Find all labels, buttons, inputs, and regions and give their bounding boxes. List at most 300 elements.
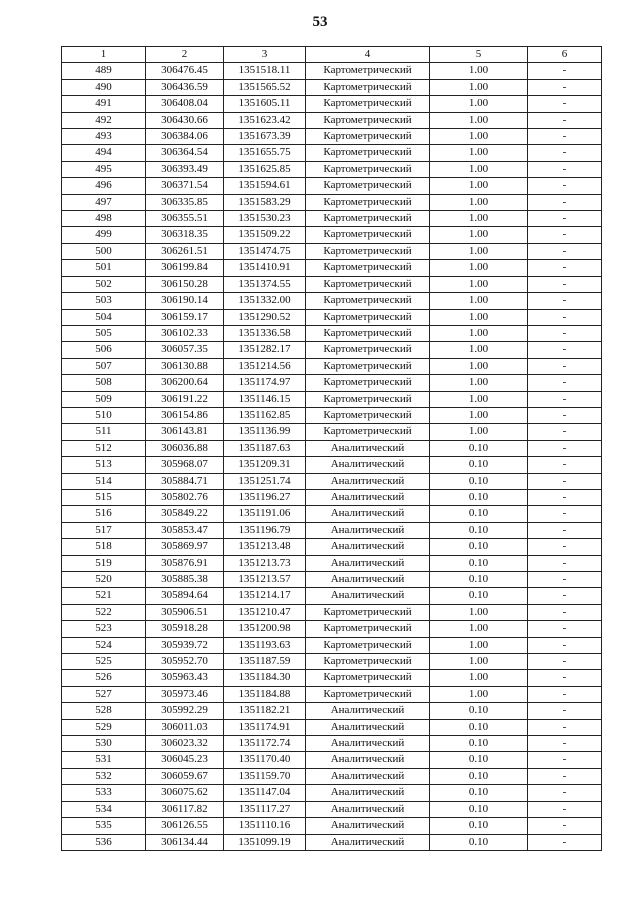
table-row [62,375,602,391]
cell-x: 306408.04 [146,96,224,112]
cell-accuracy: 1.00 [430,145,528,161]
cell-accuracy: 1.00 [430,96,528,112]
cell-point-number: 520 [62,572,146,588]
table-row [62,752,602,768]
cell-description: - [528,227,602,243]
cell-method: Аналитический [306,703,430,719]
cell-accuracy: 0.10 [430,785,528,801]
cell-x: 306200.64 [146,375,224,391]
table-row [62,670,602,686]
cell-description: - [528,489,602,505]
table-header [62,47,602,63]
cell-y: 1351162.85 [224,407,306,423]
cell-point-number: 489 [62,63,146,79]
cell-description: - [528,473,602,489]
cell-accuracy: 0.10 [430,522,528,538]
cell-point-number: 492 [62,112,146,128]
cell-method: Аналитический [306,736,430,752]
cell-point-number: 511 [62,424,146,440]
cell-accuracy: 1.00 [430,112,528,128]
cell-method: Аналитический [306,818,430,834]
cell-x: 306384.06 [146,129,224,145]
cell-description: - [528,818,602,834]
cell-point-number: 491 [62,96,146,112]
cell-accuracy: 1.00 [430,309,528,325]
cell-point-number: 498 [62,211,146,227]
cell-y: 1351214.56 [224,358,306,374]
cell-method: Картометрический [306,391,430,407]
cell-description: - [528,522,602,538]
cell-description: - [528,785,602,801]
cell-method: Картометрический [306,145,430,161]
cell-accuracy: 0.10 [430,768,528,784]
table-row [62,801,602,817]
table-row [62,834,602,850]
cell-x: 306318.35 [146,227,224,243]
table-row [62,654,602,670]
cell-point-number: 529 [62,719,146,735]
cell-point-number: 502 [62,276,146,292]
cell-x: 305802.76 [146,489,224,505]
cell-accuracy: 0.10 [430,555,528,571]
cell-accuracy: 0.10 [430,506,528,522]
cell-description: - [528,736,602,752]
cell-y: 1351147.04 [224,785,306,801]
cell-accuracy: 0.10 [430,473,528,489]
cell-description: - [528,752,602,768]
cell-description: - [528,194,602,210]
cell-accuracy: 0.10 [430,489,528,505]
cell-method: Картометрический [306,79,430,95]
table-row [62,621,602,637]
cell-accuracy: 1.00 [430,211,528,227]
cell-x: 306430.66 [146,112,224,128]
cell-y: 1351623.42 [224,112,306,128]
table-row [62,178,602,194]
cell-accuracy: 1.00 [430,276,528,292]
cell-point-number: 497 [62,194,146,210]
cell-description: - [528,293,602,309]
table-row [62,424,602,440]
cell-point-number: 536 [62,834,146,850]
cell-y: 1351184.30 [224,670,306,686]
cell-description: - [528,243,602,259]
cell-method: Аналитический [306,785,430,801]
cell-accuracy: 1.00 [430,424,528,440]
table-row [62,276,602,292]
cell-x: 306143.81 [146,424,224,440]
cell-description: - [528,457,602,473]
cell-accuracy: 0.10 [430,801,528,817]
cell-y: 1351474.75 [224,243,306,259]
cell-y: 1351184.88 [224,686,306,702]
cell-point-number: 496 [62,178,146,194]
cell-point-number: 517 [62,522,146,538]
cell-point-number: 527 [62,686,146,702]
table-row [62,522,602,538]
cell-accuracy: 0.10 [430,572,528,588]
cell-y: 1351159.70 [224,768,306,784]
cell-y: 1351625.85 [224,161,306,177]
cell-point-number: 528 [62,703,146,719]
cell-y: 1351099.19 [224,834,306,850]
cell-y: 1351214.17 [224,588,306,604]
cell-accuracy: 1.00 [430,63,528,79]
cell-y: 1351187.63 [224,440,306,456]
header-cell-x: 2 [146,47,224,63]
cell-method: Картометрический [306,96,430,112]
cell-description: - [528,96,602,112]
cell-accuracy: 0.10 [430,752,528,768]
cell-method: Картометрический [306,621,430,637]
cell-description: - [528,309,602,325]
cell-y: 1351182.21 [224,703,306,719]
cell-x: 306371.54 [146,178,224,194]
cell-accuracy: 1.00 [430,358,528,374]
cell-method: Картометрический [306,342,430,358]
cell-description: - [528,407,602,423]
cell-accuracy: 1.00 [430,325,528,341]
cell-description: - [528,129,602,145]
cell-description: - [528,670,602,686]
table-row [62,79,602,95]
cell-point-number: 525 [62,654,146,670]
cell-description: - [528,276,602,292]
cell-method: Картометрический [306,686,430,702]
cell-accuracy: 1.00 [430,391,528,407]
header-cell-description: 6 [528,47,602,63]
cell-y: 1351290.52 [224,309,306,325]
cell-accuracy: 0.10 [430,834,528,850]
cell-x: 306436.59 [146,79,224,95]
cell-method: Картометрический [306,129,430,145]
cell-method: Картометрический [306,604,430,620]
cell-x: 306011.03 [146,719,224,735]
cell-point-number: 514 [62,473,146,489]
cell-x: 305849.22 [146,506,224,522]
cell-method: Картометрический [306,375,430,391]
cell-accuracy: 1.00 [430,654,528,670]
cell-y: 1351193.63 [224,637,306,653]
cell-x: 305963.43 [146,670,224,686]
table-row [62,457,602,473]
table-row [62,506,602,522]
cell-accuracy: 1.00 [430,686,528,702]
cell-accuracy: 1.00 [430,161,528,177]
table-row [62,96,602,112]
table-row [62,539,602,555]
cell-method: Картометрический [306,178,430,194]
table-row [62,325,602,341]
cell-point-number: 507 [62,358,146,374]
table-row [62,407,602,423]
cell-point-number: 518 [62,539,146,555]
cell-description: - [528,834,602,850]
cell-method: Картометрический [306,276,430,292]
cell-description: - [528,801,602,817]
cell-y: 1351170.40 [224,752,306,768]
cell-y: 1351200.98 [224,621,306,637]
cell-description: - [528,539,602,555]
cell-x: 305906.51 [146,604,224,620]
cell-method: Аналитический [306,473,430,489]
cell-method: Аналитический [306,752,430,768]
cell-accuracy: 0.10 [430,719,528,735]
cell-point-number: 535 [62,818,146,834]
cell-method: Картометрический [306,424,430,440]
cell-x: 306335.85 [146,194,224,210]
cell-accuracy: 1.00 [430,637,528,653]
cell-x: 305968.07 [146,457,224,473]
cell-description: - [528,63,602,79]
cell-x: 306023.32 [146,736,224,752]
cell-description: - [528,145,602,161]
table-row [62,818,602,834]
cell-y: 1351332.00 [224,293,306,309]
cell-method: Аналитический [306,539,430,555]
cell-description: - [528,342,602,358]
cell-y: 1351336.58 [224,325,306,341]
cell-description: - [528,211,602,227]
table-body [62,63,602,851]
cell-x: 305853.47 [146,522,224,538]
cell-description: - [528,424,602,440]
cell-description: - [528,178,602,194]
table-row [62,785,602,801]
cell-point-number: 519 [62,555,146,571]
cell-accuracy: 0.10 [430,457,528,473]
cell-accuracy: 0.10 [430,588,528,604]
cell-x: 306355.51 [146,211,224,227]
cell-point-number: 501 [62,260,146,276]
cell-x: 306057.35 [146,342,224,358]
cell-method: Картометрический [306,260,430,276]
cell-y: 1351518.11 [224,63,306,79]
table-row [62,572,602,588]
cell-x: 306364.54 [146,145,224,161]
cell-point-number: 495 [62,161,146,177]
cell-y: 1351251.74 [224,473,306,489]
cell-x: 305973.46 [146,686,224,702]
cell-method: Аналитический [306,522,430,538]
cell-accuracy: 0.10 [430,818,528,834]
header-cell-method: 4 [306,47,430,63]
cell-point-number: 515 [62,489,146,505]
cell-description: - [528,703,602,719]
cell-point-number: 499 [62,227,146,243]
cell-description: - [528,604,602,620]
cell-point-number: 510 [62,407,146,423]
page-number: 53 [312,14,328,30]
cell-point-number: 530 [62,736,146,752]
cell-accuracy: 1.00 [430,79,528,95]
cell-accuracy: 1.00 [430,604,528,620]
cell-x: 305894.64 [146,588,224,604]
cell-method: Аналитический [306,834,430,850]
cell-y: 1351146.15 [224,391,306,407]
cell-method: Аналитический [306,768,430,784]
cell-method: Аналитический [306,440,430,456]
cell-y: 1351565.52 [224,79,306,95]
table-row [62,604,602,620]
cell-accuracy: 1.00 [430,227,528,243]
table-row [62,686,602,702]
cell-point-number: 533 [62,785,146,801]
cell-x: 305952.70 [146,654,224,670]
cell-x: 305876.91 [146,555,224,571]
cell-x: 305869.97 [146,539,224,555]
cell-description: - [528,686,602,702]
cell-x: 306045.23 [146,752,224,768]
cell-point-number: 532 [62,768,146,784]
cell-y: 1351191.06 [224,506,306,522]
cell-description: - [528,588,602,604]
cell-description: - [528,112,602,128]
cell-point-number: 503 [62,293,146,309]
cell-method: Картометрический [306,227,430,243]
cell-point-number: 531 [62,752,146,768]
cell-description: - [528,506,602,522]
cell-x: 305992.29 [146,703,224,719]
cell-description: - [528,391,602,407]
cell-y: 1351117.27 [224,801,306,817]
cell-method: Картометрический [306,637,430,653]
cell-x: 305918.28 [146,621,224,637]
cell-y: 1351174.97 [224,375,306,391]
table-row [62,489,602,505]
table-row [62,145,602,161]
cell-accuracy: 0.10 [430,703,528,719]
cell-point-number: 513 [62,457,146,473]
table-row [62,342,602,358]
cell-x: 305885.38 [146,572,224,588]
cell-x: 306130.88 [146,358,224,374]
cell-description: - [528,637,602,653]
cell-method: Аналитический [306,506,430,522]
cell-x: 306075.62 [146,785,224,801]
cell-point-number: 494 [62,145,146,161]
table-row [62,391,602,407]
table-row [62,719,602,735]
cell-method: Картометрический [306,211,430,227]
cell-point-number: 505 [62,325,146,341]
cell-x: 306393.49 [146,161,224,177]
cell-point-number: 506 [62,342,146,358]
cell-point-number: 516 [62,506,146,522]
cell-method: Картометрический [306,63,430,79]
table-row [62,358,602,374]
cell-description: - [528,654,602,670]
cell-description: - [528,161,602,177]
cell-y: 1351136.99 [224,424,306,440]
cell-x: 306117.82 [146,801,224,817]
cell-point-number: 512 [62,440,146,456]
cell-method: Картометрический [306,161,430,177]
cell-point-number: 508 [62,375,146,391]
cell-point-number: 521 [62,588,146,604]
table-row [62,112,602,128]
cell-description: - [528,572,602,588]
cell-description: - [528,260,602,276]
cell-x: 306150.28 [146,276,224,292]
table-row [62,555,602,571]
cell-description: - [528,440,602,456]
cell-x: 306261.51 [146,243,224,259]
cell-method: Картометрический [306,325,430,341]
cell-point-number: 490 [62,79,146,95]
cell-y: 1351583.29 [224,194,306,210]
cell-method: Аналитический [306,489,430,505]
cell-y: 1351209.31 [224,457,306,473]
cell-x: 306159.17 [146,309,224,325]
cell-x: 305884.71 [146,473,224,489]
cell-x: 306476.45 [146,63,224,79]
table-row [62,227,602,243]
table-row [62,194,602,210]
cell-method: Аналитический [306,801,430,817]
table-row [62,243,602,259]
cell-method: Картометрический [306,293,430,309]
cell-point-number: 504 [62,309,146,325]
cell-point-number: 523 [62,621,146,637]
table-row [62,473,602,489]
table-row [62,703,602,719]
table-row [62,736,602,752]
cell-description: - [528,555,602,571]
header-cell-accuracy: 5 [430,47,528,63]
cell-method: Картометрический [306,243,430,259]
cell-point-number: 500 [62,243,146,259]
cell-description: - [528,768,602,784]
cell-description: - [528,621,602,637]
header-row [62,47,602,63]
coordinates-table [61,46,602,851]
cell-y: 1351374.55 [224,276,306,292]
cell-point-number: 524 [62,637,146,653]
cell-x: 306199.84 [146,260,224,276]
cell-accuracy: 1.00 [430,260,528,276]
cell-x: 306059.67 [146,768,224,784]
cell-y: 1351594.61 [224,178,306,194]
cell-y: 1351673.39 [224,129,306,145]
cell-method: Картометрический [306,670,430,686]
table-row [62,637,602,653]
cell-accuracy: 1.00 [430,621,528,637]
cell-x: 306154.86 [146,407,224,423]
cell-y: 1351213.48 [224,539,306,555]
cell-method: Картометрический [306,309,430,325]
cell-method: Аналитический [306,572,430,588]
cell-description: - [528,375,602,391]
table-row [62,768,602,784]
cell-accuracy: 1.00 [430,178,528,194]
table-row [62,293,602,309]
cell-y: 1351110.16 [224,818,306,834]
header-cell-y: 3 [224,47,306,63]
cell-y: 1351172.74 [224,736,306,752]
cell-method: Аналитический [306,588,430,604]
cell-method: Картометрический [306,358,430,374]
cell-x: 306134.44 [146,834,224,850]
cell-y: 1351213.57 [224,572,306,588]
cell-y: 1351196.79 [224,522,306,538]
cell-point-number: 509 [62,391,146,407]
cell-accuracy: 1.00 [430,243,528,259]
cell-y: 1351605.11 [224,96,306,112]
cell-y: 1351655.75 [224,145,306,161]
cell-y: 1351213.73 [224,555,306,571]
cell-y: 1351410.91 [224,260,306,276]
